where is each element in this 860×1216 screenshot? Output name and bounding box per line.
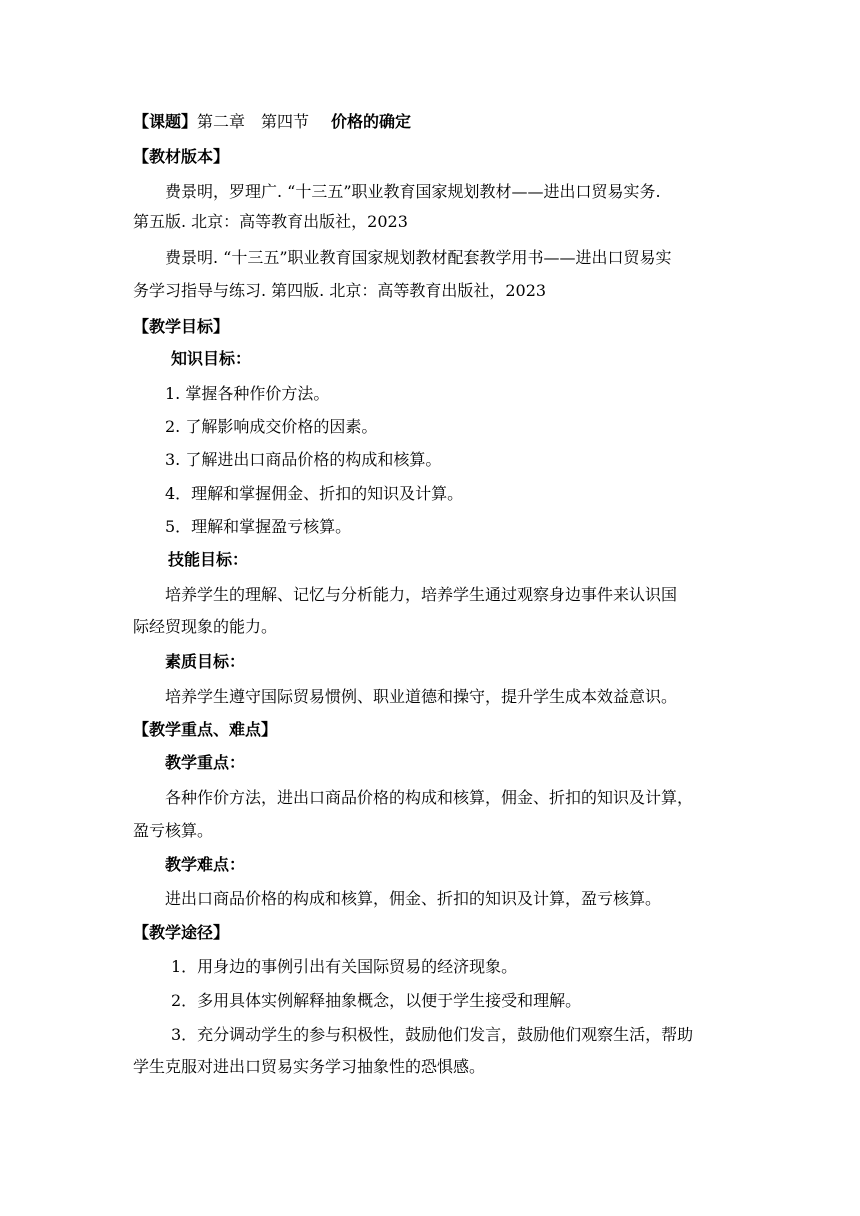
textbook-ref1-line1: 费景明，罗理广. “十三五”职业教育国家规划教材——进出口贸易实务. bbox=[165, 182, 661, 201]
skill-heading: 技能目标： bbox=[168, 550, 249, 569]
topic-title: 价格的确定 bbox=[331, 112, 412, 131]
knowledge-heading: 知识目标： bbox=[171, 349, 252, 368]
knowledge-item-4: 4．理解和掌握佣金、折扣的知识及计算。 bbox=[165, 484, 464, 503]
approach-item-3-line-2: 学生克服对进出口贸易实务学习抽象性的恐惧感。 bbox=[133, 1057, 486, 1076]
textbook-ref1-line2: 第五版. 北京：高等教育出版社，2023 bbox=[133, 212, 408, 231]
key-points-heading: 【教学重点、难点】 bbox=[133, 720, 278, 739]
topic-chapter: 第二章 第四节 bbox=[197, 112, 310, 131]
knowledge-item-1: 1. 掌握各种作价方法。 bbox=[165, 384, 330, 403]
skill-line-2: 际经贸现象的能力。 bbox=[133, 617, 278, 636]
focus-line-1: 各种作价方法，进出口商品价格的构成和核算，佣金、折扣的知识及计算， bbox=[165, 788, 694, 807]
knowledge-item-5: 5．理解和掌握盈亏核算。 bbox=[165, 517, 352, 536]
focus-line-2: 盈亏核算。 bbox=[133, 821, 214, 840]
textbook-ref2-line2: 务学习指导与练习. 第四版. 北京：高等教育出版社，2023 bbox=[133, 281, 547, 300]
approach-item-1: 1．用身边的事例引出有关国际贸易的经济现象。 bbox=[171, 957, 518, 976]
quality-line-1: 培养学生遵守国际贸易惯例、职业道德和操守，提升学生成本效益意识。 bbox=[165, 687, 678, 706]
difficulty-heading: 教学难点： bbox=[165, 855, 246, 874]
textbook-heading: 【教材版本】 bbox=[133, 147, 230, 166]
approach-item-3-line-1: 3．充分调动学生的参与积极性，鼓励他们发言，鼓励他们观察生活，帮助 bbox=[171, 1025, 694, 1044]
knowledge-item-3: 3. 了解进出口商品价格的构成和核算。 bbox=[165, 450, 442, 469]
focus-heading: 教学重点： bbox=[165, 753, 246, 772]
skill-line-1: 培养学生的理解、记忆与分析能力，培养学生通过观察身边事件来认识国 bbox=[165, 585, 678, 604]
textbook-ref2-line1: 费景明. “十三五”职业教育国家规划教材配套教学用书——进出口贸易实 bbox=[165, 248, 672, 267]
knowledge-item-2: 2. 了解影响成交价格的因素。 bbox=[165, 417, 378, 436]
difficulty-line-1: 进出口商品价格的构成和核算，佣金、折扣的知识及计算，盈亏核算。 bbox=[165, 889, 662, 908]
objectives-heading: 【教学目标】 bbox=[133, 317, 230, 336]
approach-item-2: 2．多用具体实例解释抽象概念，以便于学生接受和理解。 bbox=[171, 991, 582, 1010]
approach-heading: 【教学途径】 bbox=[133, 923, 230, 942]
quality-heading: 素质目标： bbox=[165, 652, 246, 671]
topic-line bbox=[133, 111, 411, 133]
topic-label: 【课题】 bbox=[133, 112, 198, 131]
